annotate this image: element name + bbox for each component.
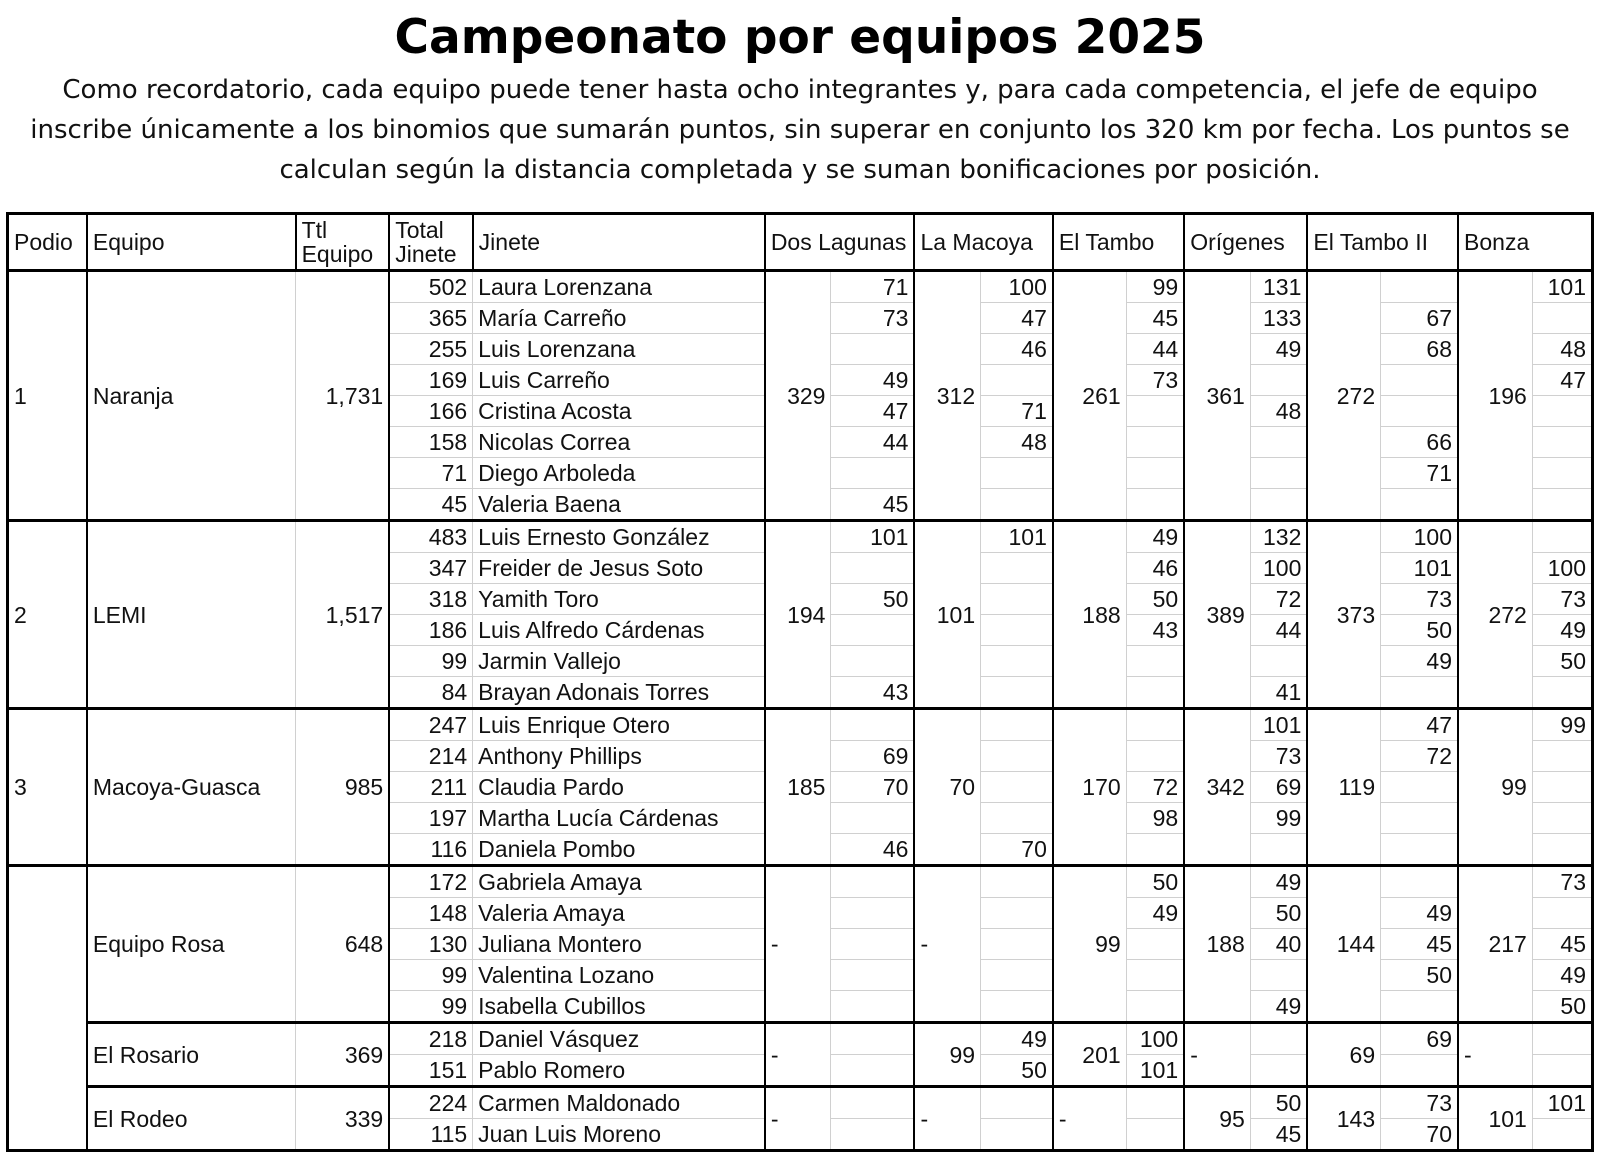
event-rider-points — [981, 898, 1053, 929]
team-total: 1,517 — [296, 521, 390, 709]
event-rider-points: 70 — [831, 772, 914, 803]
event-rider-points — [831, 803, 914, 834]
event-rider-points — [1250, 960, 1307, 991]
event-rider-points: 100 — [981, 271, 1053, 303]
event-rider-points: 47 — [981, 303, 1053, 334]
event-rider-points — [981, 991, 1053, 1023]
event-rider-points — [981, 960, 1053, 991]
event-team-total: 196 — [1458, 271, 1532, 521]
rider-name: Juliana Montero — [473, 929, 765, 960]
header-total-jinete: Total Jinete — [389, 214, 472, 271]
event-team-total: - — [765, 1087, 831, 1151]
event-rider-points: 70 — [981, 834, 1053, 866]
event-rider-points — [1250, 1055, 1307, 1087]
table-row — [8, 1087, 1593, 1119]
header-equipo: Equipo — [87, 214, 296, 271]
event-rider-points: 73 — [1250, 741, 1307, 772]
header-event-dos-lagunas: Dos Lagunas — [765, 214, 915, 271]
rider-name: Anthony Phillips — [473, 741, 765, 772]
event-team-total: 261 — [1053, 271, 1126, 521]
team-total: 985 — [296, 709, 390, 866]
event-rider-points — [1381, 677, 1458, 709]
rider-total: 197 — [389, 803, 472, 834]
header-event-el-tambo-ii: El Tambo II — [1307, 214, 1458, 271]
event-rider-points: 72 — [1381, 741, 1458, 772]
rider-total: 115 — [389, 1119, 472, 1151]
event-rider-points: 49 — [1532, 615, 1592, 646]
event-team-total: 361 — [1184, 271, 1250, 521]
page-title: Campeonato por equipos 2025 — [394, 10, 1206, 65]
event-rider-points — [1381, 1055, 1458, 1087]
event-team-total: 144 — [1307, 866, 1380, 1023]
rider-total: 224 — [389, 1087, 472, 1119]
event-rider-points — [831, 960, 914, 991]
podio-cell — [8, 866, 87, 1151]
event-team-total: - — [914, 866, 980, 1023]
event-rider-points: 73 — [1126, 365, 1184, 396]
event-rider-points — [1126, 646, 1184, 677]
rider-name: María Carreño — [473, 303, 765, 334]
event-rider-points — [1126, 396, 1184, 427]
event-rider-points: 46 — [981, 334, 1053, 365]
event-team-total: 272 — [1458, 521, 1532, 709]
event-rider-points — [1126, 677, 1184, 709]
event-rider-points — [981, 615, 1053, 646]
event-rider-points — [831, 866, 914, 898]
rider-total: 71 — [389, 458, 472, 489]
event-rider-points — [831, 553, 914, 584]
event-rider-points: 45 — [1532, 929, 1592, 960]
rider-total: 45 — [389, 489, 472, 521]
event-rider-points: 132 — [1250, 521, 1307, 553]
rider-name: Luis Ernesto González — [473, 521, 765, 553]
event-rider-points — [1381, 396, 1458, 427]
event-rider-points: 40 — [1250, 929, 1307, 960]
event-rider-points: 100 — [1126, 1023, 1184, 1055]
event-rider-points — [831, 929, 914, 960]
event-rider-points — [981, 803, 1053, 834]
event-rider-points: 50 — [1532, 646, 1592, 677]
team-total: 369 — [296, 1023, 390, 1087]
table-row — [8, 521, 1593, 553]
event-rider-points — [1126, 489, 1184, 521]
event-rider-points: 47 — [831, 396, 914, 427]
event-rider-points: 70 — [1381, 1119, 1458, 1151]
event-rider-points — [981, 772, 1053, 803]
event-rider-points: 50 — [1532, 991, 1592, 1023]
table-row — [8, 709, 1593, 741]
event-rider-points: 98 — [1126, 803, 1184, 834]
rider-name: Diego Arboleda — [473, 458, 765, 489]
event-rider-points: 47 — [1532, 365, 1592, 396]
event-rider-points: 45 — [831, 489, 914, 521]
rider-name: Daniel Vásquez — [473, 1023, 765, 1055]
event-rider-points — [1532, 303, 1592, 334]
rider-name: Gabriela Amaya — [473, 866, 765, 898]
event-rider-points — [981, 553, 1053, 584]
event-rider-points: 71 — [831, 271, 914, 303]
event-rider-points: 73 — [831, 303, 914, 334]
event-rider-points: 41 — [1250, 677, 1307, 709]
header-event-el-tambo: El Tambo — [1053, 214, 1184, 271]
rider-total: 502 — [389, 271, 472, 303]
event-rider-points: 67 — [1381, 303, 1458, 334]
event-team-total: 272 — [1307, 271, 1380, 521]
event-rider-points: 99 — [1126, 271, 1184, 303]
event-rider-points: 44 — [1126, 334, 1184, 365]
rider-name: Freider de Jesus Soto — [473, 553, 765, 584]
event-rider-points: 99 — [1532, 709, 1592, 741]
rider-total: 255 — [389, 334, 472, 365]
event-team-total: 329 — [765, 271, 831, 521]
team-total: 1,731 — [296, 271, 390, 521]
event-rider-points — [1381, 772, 1458, 803]
event-team-total: - — [1184, 1023, 1250, 1087]
event-rider-points: 44 — [831, 427, 914, 458]
event-team-total: 119 — [1307, 709, 1380, 866]
event-rider-points: 49 — [1532, 960, 1592, 991]
event-rider-points — [1126, 929, 1184, 960]
event-rider-points: 45 — [1126, 303, 1184, 334]
event-team-total: - — [765, 1023, 831, 1087]
event-rider-points: 101 — [831, 521, 914, 553]
event-team-total: 188 — [1053, 521, 1126, 709]
event-rider-points — [981, 646, 1053, 677]
event-rider-points: 100 — [1250, 553, 1307, 584]
rider-name: Luis Lorenzana — [473, 334, 765, 365]
event-rider-points: 48 — [1250, 396, 1307, 427]
event-rider-points: 50 — [831, 584, 914, 615]
event-team-total: 170 — [1053, 709, 1126, 866]
event-team-total: 99 — [914, 1023, 980, 1087]
event-rider-points — [1381, 866, 1458, 898]
team-name: El Rodeo — [87, 1087, 296, 1151]
rider-total: 247 — [389, 709, 472, 741]
event-rider-points — [981, 365, 1053, 396]
event-rider-points — [981, 489, 1053, 521]
podio-cell: 3 — [8, 709, 87, 866]
event-rider-points — [1381, 991, 1458, 1023]
event-rider-points: 48 — [981, 427, 1053, 458]
event-team-total: 69 — [1307, 1023, 1380, 1087]
event-rider-points: 45 — [1250, 1119, 1307, 1151]
event-rider-points — [831, 334, 914, 365]
event-team-total: 217 — [1458, 866, 1532, 1023]
rider-name: Isabella Cubillos — [473, 991, 765, 1023]
event-rider-points: 68 — [1381, 334, 1458, 365]
event-rider-points: 101 — [1532, 1087, 1592, 1119]
event-rider-points — [1532, 803, 1592, 834]
event-rider-points — [1126, 741, 1184, 772]
event-rider-points: 49 — [981, 1023, 1053, 1055]
rider-total: 186 — [389, 615, 472, 646]
table-header-row — [8, 214, 1593, 271]
team-name: Macoya-Guasca — [87, 709, 296, 866]
event-rider-points — [831, 1023, 914, 1055]
event-rider-points: 50 — [1126, 584, 1184, 615]
rider-total: 116 — [389, 834, 472, 866]
event-rider-points — [1250, 646, 1307, 677]
event-rider-points — [1250, 458, 1307, 489]
team-name: El Rosario — [87, 1023, 296, 1087]
event-rider-points: 43 — [831, 677, 914, 709]
event-rider-points — [981, 584, 1053, 615]
event-rider-points — [1126, 1087, 1184, 1119]
event-team-total: 101 — [1458, 1087, 1532, 1151]
rider-name: Nicolas Correa — [473, 427, 765, 458]
header-jinete: Jinete — [473, 214, 765, 271]
team-name: LEMI — [87, 521, 296, 709]
event-rider-points: 73 — [1381, 1087, 1458, 1119]
header-ttl-equipo: Ttl Equipo — [296, 214, 390, 271]
event-rider-points — [831, 1055, 914, 1087]
event-rider-points — [1381, 803, 1458, 834]
header-event-la-macoya: La Macoya — [914, 214, 1052, 271]
event-rider-points — [1532, 834, 1592, 866]
event-rider-points: 71 — [981, 396, 1053, 427]
event-rider-points — [831, 615, 914, 646]
rider-name: Claudia Pardo — [473, 772, 765, 803]
event-rider-points — [1381, 271, 1458, 303]
event-rider-points — [1381, 489, 1458, 521]
event-rider-points — [1532, 1055, 1592, 1087]
event-rider-points — [1532, 521, 1592, 553]
rider-name: Daniela Pombo — [473, 834, 765, 866]
rider-name: Valeria Amaya — [473, 898, 765, 929]
event-rider-points — [831, 458, 914, 489]
header-podio: Podio — [8, 214, 87, 271]
event-rider-points — [981, 677, 1053, 709]
intro-paragraph: Como recordatorio, cada equipo puede tener hasta ocho integrantes y, para cada competencia, el jefe de equipo inscribe únicamente a los binomios que sumarán puntos, sin superar en conjunto los 320 km por fecha. Los puntos se calculan según la distancia completada y se suman bonificaciones por posición. — [30, 75, 1570, 185]
event-rider-points — [831, 646, 914, 677]
event-team-total: 143 — [1307, 1087, 1380, 1151]
event-team-total: 101 — [914, 521, 980, 709]
event-rider-points: 46 — [1126, 553, 1184, 584]
event-rider-points — [1381, 834, 1458, 866]
event-rider-points: 44 — [1250, 615, 1307, 646]
event-rider-points: 101 — [1126, 1055, 1184, 1087]
event-rider-points: 101 — [1381, 553, 1458, 584]
event-rider-points: 43 — [1126, 615, 1184, 646]
rider-name: Juan Luis Moreno — [473, 1119, 765, 1151]
event-rider-points — [1126, 960, 1184, 991]
event-team-total: 201 — [1053, 1023, 1126, 1087]
rider-total: 99 — [389, 646, 472, 677]
event-rider-points — [831, 898, 914, 929]
event-rider-points — [1126, 991, 1184, 1023]
event-rider-points — [1532, 772, 1592, 803]
event-rider-points — [1532, 396, 1592, 427]
event-rider-points: 50 — [1250, 1087, 1307, 1119]
event-team-total: 185 — [765, 709, 831, 866]
event-rider-points: 50 — [1381, 960, 1458, 991]
event-team-total: 99 — [1458, 709, 1532, 866]
event-rider-points — [1532, 677, 1592, 709]
event-rider-points — [1250, 1023, 1307, 1055]
rider-total: 211 — [389, 772, 472, 803]
event-rider-points: 50 — [1126, 866, 1184, 898]
rider-total: 166 — [389, 396, 472, 427]
event-rider-points — [1532, 458, 1592, 489]
rider-total: 84 — [389, 677, 472, 709]
rider-name: Luis Carreño — [473, 365, 765, 396]
rider-name: Yamith Toro — [473, 584, 765, 615]
rider-total: 169 — [389, 365, 472, 396]
event-rider-points — [1250, 427, 1307, 458]
event-rider-points: 73 — [1532, 866, 1592, 898]
event-rider-points — [1126, 834, 1184, 866]
rider-name: Cristina Acosta — [473, 396, 765, 427]
team-total: 339 — [296, 1087, 390, 1151]
rider-total: 214 — [389, 741, 472, 772]
event-rider-points — [1532, 741, 1592, 772]
event-rider-points: 100 — [1381, 521, 1458, 553]
event-rider-points: 47 — [1381, 709, 1458, 741]
event-rider-points: 99 — [1250, 803, 1307, 834]
table-row — [8, 866, 1593, 898]
rider-total: 218 — [389, 1023, 472, 1055]
event-team-total: 389 — [1184, 521, 1250, 709]
rider-total: 347 — [389, 553, 472, 584]
rider-name: Carmen Maldonado — [473, 1087, 765, 1119]
event-rider-points — [981, 458, 1053, 489]
rider-total: 151 — [389, 1055, 472, 1087]
rider-total: 172 — [389, 866, 472, 898]
event-rider-points — [1250, 834, 1307, 866]
event-rider-points — [831, 991, 914, 1023]
event-rider-points: 101 — [1250, 709, 1307, 741]
rider-name: Valeria Baena — [473, 489, 765, 521]
event-rider-points — [831, 1087, 914, 1119]
event-rider-points: 66 — [1381, 427, 1458, 458]
event-rider-points: 49 — [1126, 521, 1184, 553]
event-rider-points: 50 — [1250, 898, 1307, 929]
rider-total: 365 — [389, 303, 472, 334]
event-rider-points: 46 — [831, 834, 914, 866]
team-name: Equipo Rosa — [87, 866, 296, 1023]
event-team-total: 194 — [765, 521, 831, 709]
event-rider-points — [1250, 489, 1307, 521]
event-rider-points — [1126, 709, 1184, 741]
event-rider-points — [1532, 1023, 1592, 1055]
event-rider-points — [981, 1087, 1053, 1119]
rider-name: Pablo Romero — [473, 1055, 765, 1087]
rider-name: Luis Alfredo Cárdenas — [473, 615, 765, 646]
event-rider-points: 50 — [981, 1055, 1053, 1087]
rider-name: Valentina Lozano — [473, 960, 765, 991]
rider-total: 483 — [389, 521, 472, 553]
event-team-total: 70 — [914, 709, 980, 866]
event-rider-points: 49 — [1250, 866, 1307, 898]
event-rider-points: 73 — [1532, 584, 1592, 615]
event-rider-points: 49 — [1381, 898, 1458, 929]
rider-name: Brayan Adonais Torres — [473, 677, 765, 709]
event-rider-points — [981, 866, 1053, 898]
event-team-total: - — [1458, 1023, 1532, 1087]
rider-total: 318 — [389, 584, 472, 615]
event-team-total: 373 — [1307, 521, 1380, 709]
event-rider-points: 69 — [831, 741, 914, 772]
event-rider-points: 73 — [1381, 584, 1458, 615]
event-rider-points — [981, 929, 1053, 960]
event-rider-points — [1126, 427, 1184, 458]
event-rider-points — [1250, 365, 1307, 396]
event-rider-points — [831, 709, 914, 741]
rider-name: Jarmin Vallejo — [473, 646, 765, 677]
event-rider-points — [1532, 898, 1592, 929]
header-event-origenes: Orígenes — [1184, 214, 1307, 271]
standings-body — [8, 271, 1593, 1151]
event-rider-points — [1126, 458, 1184, 489]
event-team-total: - — [914, 1087, 980, 1151]
event-rider-points: 69 — [1250, 772, 1307, 803]
event-rider-points: 50 — [1381, 615, 1458, 646]
podio-cell: 1 — [8, 271, 87, 521]
event-rider-points: 49 — [831, 365, 914, 396]
rider-name: Laura Lorenzana — [473, 271, 765, 303]
event-rider-points — [1532, 489, 1592, 521]
event-team-total: 342 — [1184, 709, 1250, 866]
rider-total: 148 — [389, 898, 472, 929]
event-team-total: - — [1053, 1087, 1126, 1151]
rider-total: 99 — [389, 991, 472, 1023]
rider-total: 130 — [389, 929, 472, 960]
event-rider-points: 49 — [1126, 898, 1184, 929]
event-team-total: 312 — [914, 271, 980, 521]
event-rider-points — [981, 741, 1053, 772]
rider-total: 99 — [389, 960, 472, 991]
rider-total: 158 — [389, 427, 472, 458]
podio-cell: 2 — [8, 521, 87, 709]
event-rider-points: 49 — [1250, 334, 1307, 365]
event-rider-points: 133 — [1250, 303, 1307, 334]
event-rider-points — [981, 709, 1053, 741]
event-team-total: 95 — [1184, 1087, 1250, 1151]
team-name: Naranja — [87, 271, 296, 521]
table-row — [8, 271, 1593, 303]
event-rider-points: 72 — [1126, 772, 1184, 803]
event-rider-points: 131 — [1250, 271, 1307, 303]
event-team-total: - — [765, 866, 831, 1023]
event-rider-points: 101 — [1532, 271, 1592, 303]
event-team-total: 99 — [1053, 866, 1126, 1023]
event-rider-points: 48 — [1532, 334, 1592, 365]
event-rider-points: 69 — [1381, 1023, 1458, 1055]
team-total: 648 — [296, 866, 390, 1023]
standings-table — [6, 212, 1594, 1152]
event-rider-points: 45 — [1381, 929, 1458, 960]
event-rider-points: 49 — [1381, 646, 1458, 677]
event-rider-points: 71 — [1381, 458, 1458, 489]
event-rider-points: 101 — [981, 521, 1053, 553]
event-rider-points: 49 — [1250, 991, 1307, 1023]
rider-name: Luis Enrique Otero — [473, 709, 765, 741]
event-rider-points: 100 — [1532, 553, 1592, 584]
event-rider-points — [1381, 365, 1458, 396]
event-rider-points: 72 — [1250, 584, 1307, 615]
table-row — [8, 1023, 1593, 1055]
rider-name: Martha Lucía Cárdenas — [473, 803, 765, 834]
event-team-total: 188 — [1184, 866, 1250, 1023]
header-event-bonza: Bonza — [1458, 214, 1592, 271]
event-rider-points — [1532, 427, 1592, 458]
